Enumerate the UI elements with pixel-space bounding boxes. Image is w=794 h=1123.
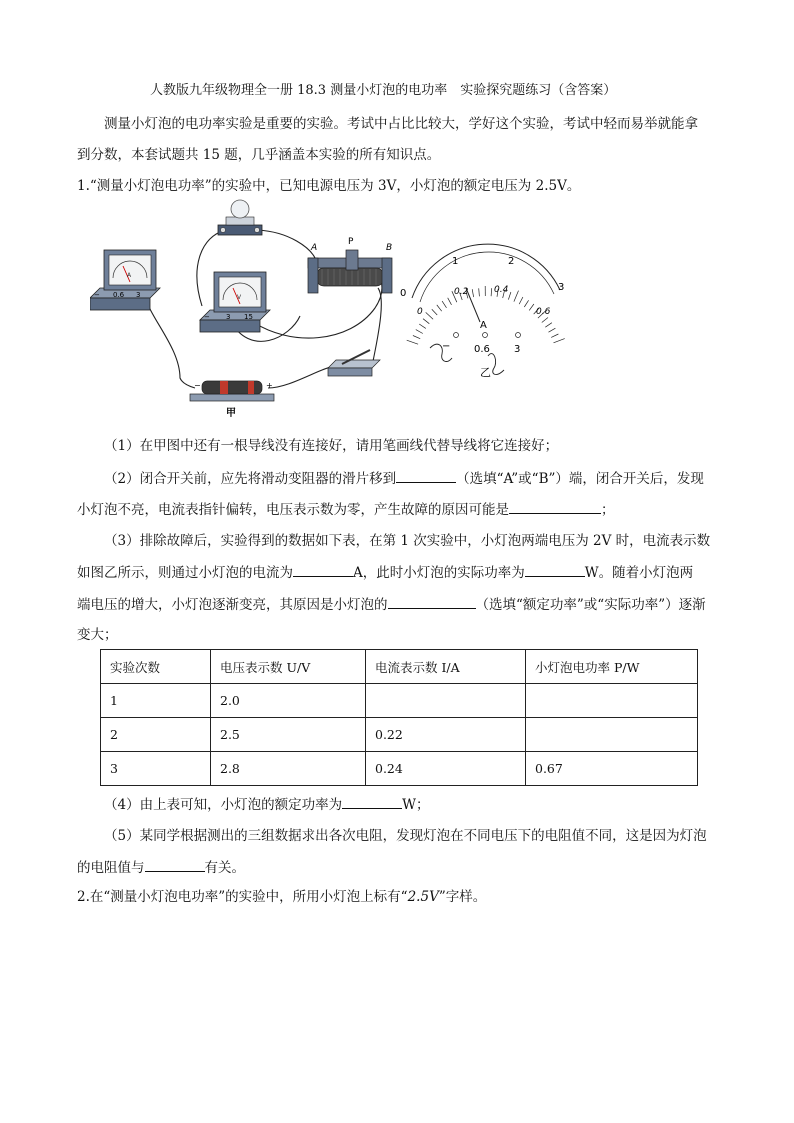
dial-tick [426, 312, 433, 319]
dial-tick [508, 292, 511, 300]
dial-terminal-06: 0.6 [474, 344, 490, 355]
q1-part-2-text-d: ； [601, 502, 615, 518]
q1-part-3-text-d: W。随着小灯泡两 [584, 565, 694, 581]
dial-tick [407, 340, 418, 344]
dial-tick [416, 330, 423, 334]
table-cell [526, 684, 698, 718]
lamp [218, 200, 262, 235]
q1-part-2-text-a: （2）闭合开关前，应先将滑动变阻器的滑片移到 [104, 471, 397, 487]
q1-part-4-text-b: W； [402, 797, 430, 813]
table-header-cell: 电流表示数 I/A [366, 650, 526, 684]
dial-bottom-04: 0.4 [494, 285, 509, 295]
q1-part-3-text-f: （选填“额定功率”或“实际功率”）逐渐 [475, 597, 706, 613]
dial-tick [545, 323, 552, 328]
rheostat-label-a: A [311, 243, 318, 253]
dial-bottom-06: 0.6 [536, 307, 551, 317]
ammeter-terminal-3: 3 [136, 291, 141, 299]
answer-blank[interactable] [388, 594, 476, 609]
voltmeter-terminal-minus: − [204, 313, 210, 321]
dial-top-0: 0 [400, 288, 407, 299]
rheostat-label-p: P [348, 237, 354, 247]
table-header-cell: 电压表示数 U/V [211, 650, 366, 684]
dial-terminal-minus: − [442, 341, 451, 352]
q1-part-2-text-b: （选填“A”或“B”）端，闭合开关后，发现 [456, 471, 704, 487]
dial-tick [423, 319, 429, 324]
dial-tick [419, 324, 426, 328]
table-header-row [101, 650, 698, 684]
table-cell: 0.24 [366, 752, 526, 786]
table-cell: 1 [101, 684, 211, 718]
dial-tick [491, 288, 492, 296]
intro-line-2: 到分数，本套试题共 15 题，几乎涵盖本实验的所有知识点。 [77, 147, 441, 163]
q1-part-1: （1）在甲图中还有一根导线没有连接好，请用笔画线代替导线将它连接好； [104, 438, 559, 454]
q1-part-3-line-4: 变大； [77, 627, 118, 643]
dial-tick [413, 336, 420, 339]
q1-part-2-line-2 [77, 499, 615, 520]
figure-label-yi: 乙 [480, 366, 491, 379]
ammeter-device [90, 250, 160, 310]
table-header-cell: 实验次数 [101, 650, 211, 684]
q1-part-5-text-b: 的电阻值与 [77, 860, 145, 876]
table-cell: 2.5 [211, 718, 366, 752]
battery [190, 381, 274, 419]
answer-blank[interactable] [396, 468, 456, 483]
dial-tick [437, 305, 442, 311]
rheostat [308, 237, 392, 293]
question-2-stem [77, 887, 486, 907]
dial-top-3: 3 [558, 282, 565, 293]
intro-line-1: 测量小灯泡的电功率实验是重要的实验。考试中占比比较大，学好这个实验，考试中轻而易举就能拿 [104, 116, 698, 132]
dial-top-1: 1 [452, 256, 459, 267]
dial-tick [479, 288, 480, 296]
dial-tick [529, 304, 534, 310]
voltmeter-terminal-15: 15 [244, 313, 253, 321]
dial-tick [514, 291, 519, 302]
table-cell [366, 684, 526, 718]
dial-tick [442, 301, 446, 308]
q1-part-4 [104, 794, 429, 815]
ammeter-dial [400, 244, 565, 379]
q1-part-3-text-e: 端电压的增大，小灯泡逐渐变亮，其原因是小灯泡的 [77, 597, 388, 613]
voltmeter-terminal-3: 3 [226, 313, 231, 321]
dial-tick [554, 339, 565, 343]
table-row [101, 684, 698, 718]
data-table [100, 649, 698, 786]
table-cell: 3 [101, 752, 211, 786]
q1-part-3-line-2 [77, 562, 693, 583]
dial-unit: A [480, 320, 487, 331]
dial-tick [524, 300, 528, 307]
q1-part-5-line-1: （5）某同学根据测出的三组数据求出各次电阻，发现灯泡在不同电压下的电阻值不同，这是因为灯泡 [104, 828, 707, 844]
dial-tick [519, 297, 523, 304]
question-2-text-a: 2.在“测量小灯泡电功率”的实验中，所用小灯泡上标有“ [77, 889, 408, 905]
ammeter-terminal-minus: − [94, 291, 100, 299]
q1-part-5-line-2 [77, 857, 245, 878]
answer-blank[interactable] [525, 562, 585, 577]
dial-tick [432, 309, 437, 315]
dial-tick [472, 289, 473, 297]
q1-part-3-line-1: （3）排除故障后，实验得到的数据如下表，在第 1 次实验中，小灯泡两端电压为 2V 时，电流表示数 [104, 533, 711, 549]
table-cell: 0.22 [366, 718, 526, 752]
q1-part-2-text-c: 小灯泡不亮，电流表指针偏转，电压表示数为零，产生故障的原因可能是 [77, 502, 509, 518]
dial-bottom-0: 0 [417, 307, 423, 317]
q1-part-3-line-3 [77, 594, 706, 615]
answer-blank[interactable] [342, 794, 402, 809]
question-1-stem: 1.“测量小灯泡电功率”的实验中，已知电源电压为 3V，小灯泡的额定电压为 2.5V。 [77, 178, 581, 194]
table-cell: 2 [101, 718, 211, 752]
rheostat-label-b: B [386, 243, 393, 253]
q1-part-5-text-c: 有关。 [204, 860, 245, 876]
q1-part-3-text-b: 如图乙所示，则通过小灯泡的电流为 [77, 565, 293, 581]
dial-tick [542, 318, 548, 323]
table-header-cell: 小灯泡电功率 P/W [526, 650, 698, 684]
table-cell: 0.67 [526, 752, 698, 786]
circuit-figure [90, 198, 590, 420]
ammeter-unit: A [127, 272, 132, 279]
question-2-label: 2.5V [407, 889, 439, 905]
q1-part-4-text-a: （4）由上表可知，小灯泡的额定功率为 [104, 797, 343, 813]
ammeter-terminal-06: 0.6 [113, 291, 125, 299]
dial-tick [551, 334, 558, 337]
table-cell: 2.0 [211, 684, 366, 718]
battery-plus: + [266, 381, 273, 390]
voltmeter-device [200, 272, 270, 332]
answer-blank[interactable] [145, 857, 205, 872]
table-row [101, 752, 698, 786]
voltmeter-unit: V [237, 294, 242, 301]
dial-terminal-3: 3 [514, 344, 521, 355]
table-cell [526, 718, 698, 752]
question-2-text-c: ”字样。 [438, 889, 487, 905]
answer-blank[interactable] [293, 562, 353, 577]
q1-part-2-line-1 [104, 468, 704, 489]
switch [328, 350, 380, 376]
document-title: 人教版九年级物理全一册 18.3 测量小灯泡的电功率 实验探究题练习（含答案） [150, 83, 617, 98]
dial-tick [549, 328, 556, 332]
dial-top-2: 2 [508, 256, 515, 267]
dial-bottom-02: 0.2 [454, 287, 469, 297]
battery-minus: − [194, 381, 201, 390]
table-cell: 2.8 [211, 752, 366, 786]
q1-part-3-text-c: A，此时小灯泡的实际功率为 [353, 565, 525, 581]
figure-label-jia: 甲 [226, 408, 236, 419]
answer-blank[interactable] [509, 499, 601, 514]
dial-tick [448, 298, 452, 305]
table-row [101, 718, 698, 752]
